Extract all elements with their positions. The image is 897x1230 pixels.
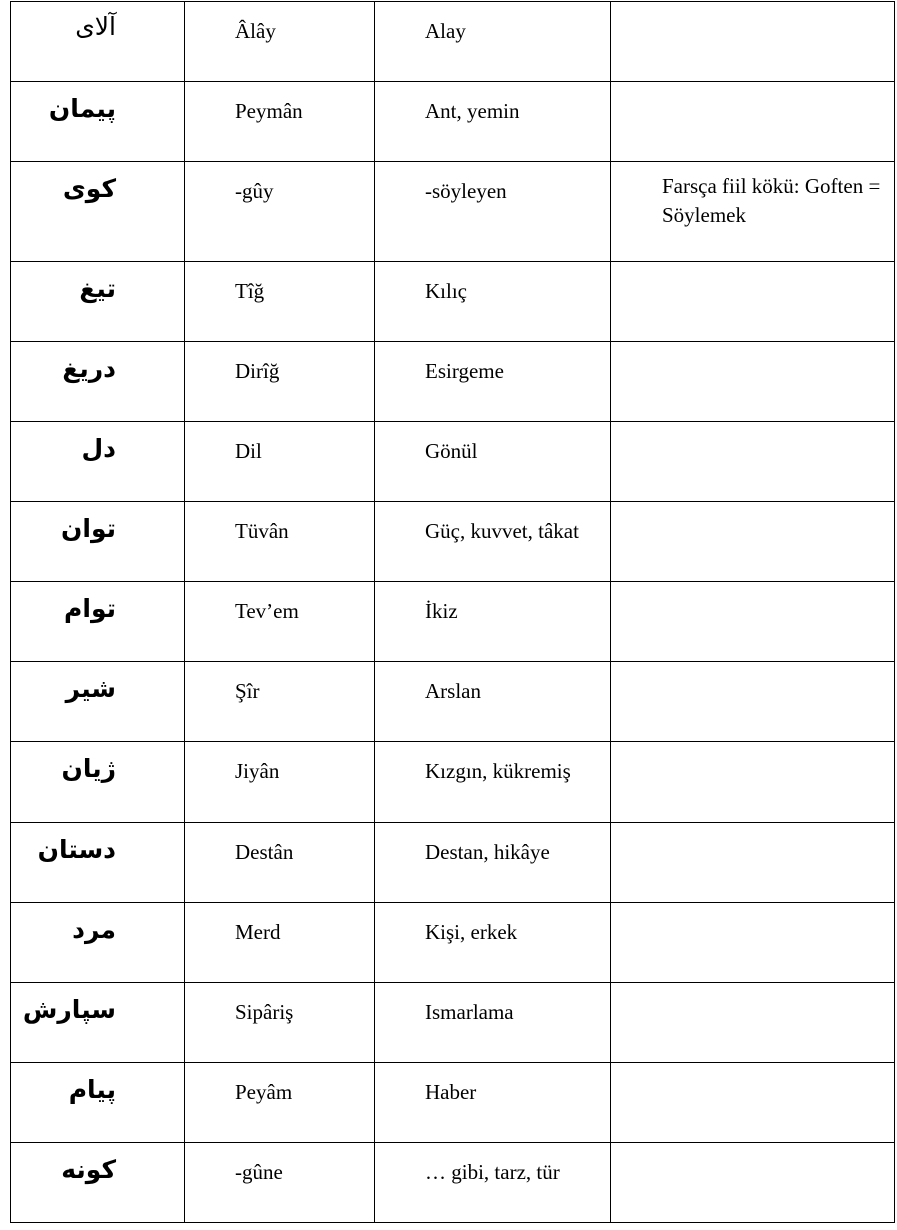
meaning-cell — [375, 983, 611, 1063]
meaning-text: Esirgeme — [425, 359, 504, 383]
note-cell — [611, 2, 895, 82]
note-cell — [611, 162, 895, 262]
meaning-text: İkiz — [425, 599, 458, 623]
meaning-cell — [375, 162, 611, 262]
meaning-text: Güç, kuvvet, tâkat — [425, 519, 579, 543]
vocabulary-table-body — [11, 2, 895, 1223]
persian-word-cell — [11, 582, 185, 662]
meaning-cell — [375, 823, 611, 903]
persian-word-text: مرد — [72, 915, 116, 944]
note-cell — [611, 82, 895, 162]
transliteration-cell — [185, 662, 375, 742]
transliteration-text: Dirîğ — [235, 359, 280, 383]
meaning-cell — [375, 502, 611, 582]
note-text — [611, 342, 894, 352]
table-row — [11, 502, 895, 582]
meaning-text: Kızgın, kükremiş — [425, 759, 571, 783]
note-cell — [611, 903, 895, 983]
meaning-cell — [375, 582, 611, 662]
table-row — [11, 82, 895, 162]
table-row — [11, 342, 895, 422]
note-text — [611, 903, 894, 913]
note-text — [611, 2, 894, 12]
meaning-cell — [375, 2, 611, 82]
table-row — [11, 823, 895, 903]
table-row — [11, 1143, 895, 1223]
table-row — [11, 422, 895, 502]
persian-word-text: دریغ — [62, 354, 116, 383]
vocabulary-table — [10, 1, 895, 1223]
note-text — [611, 983, 894, 993]
persian-word-cell — [11, 1143, 185, 1223]
persian-word-text: توان — [61, 514, 116, 543]
persian-word-cell — [11, 262, 185, 342]
note-text — [611, 262, 894, 272]
meaning-text: Alay — [425, 19, 466, 43]
transliteration-text: Şîr — [235, 679, 260, 703]
note-cell — [611, 342, 895, 422]
transliteration-text: Destân — [235, 840, 294, 864]
meaning-cell — [375, 742, 611, 823]
persian-word-cell — [11, 82, 185, 162]
meaning-cell — [375, 903, 611, 983]
persian-word-text: آلای — [75, 12, 116, 41]
transliteration-text: Jiyân — [235, 759, 280, 783]
transliteration-cell — [185, 422, 375, 502]
persian-word-cell — [11, 502, 185, 582]
persian-word-text: شیر — [65, 674, 116, 703]
note-cell — [611, 422, 895, 502]
table-row — [11, 662, 895, 742]
meaning-cell — [375, 342, 611, 422]
persian-word-cell — [11, 162, 185, 262]
note-cell — [611, 823, 895, 903]
persian-word-text: کونه — [61, 1155, 116, 1184]
persian-word-cell — [11, 1063, 185, 1143]
meaning-cell — [375, 82, 611, 162]
persian-word-text: کوی — [62, 174, 116, 203]
note-cell — [611, 582, 895, 662]
transliteration-cell — [185, 502, 375, 582]
note-text: Farsça fiil kökü: Goften = Söylemek — [662, 174, 881, 227]
table-row — [11, 262, 895, 342]
table-row — [11, 903, 895, 983]
note-cell — [611, 262, 895, 342]
table-row — [11, 162, 895, 262]
meaning-cell — [375, 262, 611, 342]
transliteration-cell — [185, 1063, 375, 1143]
meaning-text: Arslan — [425, 679, 481, 703]
meaning-text: Haber — [425, 1080, 477, 1104]
transliteration-cell — [185, 983, 375, 1063]
transliteration-text: Tev’em — [235, 599, 299, 623]
transliteration-text: Âlây — [235, 19, 276, 43]
note-cell — [611, 742, 895, 823]
note-text — [611, 422, 894, 432]
meaning-cell — [375, 662, 611, 742]
transliteration-cell — [185, 1143, 375, 1223]
persian-word-cell — [11, 742, 185, 823]
transliteration-text: Tîğ — [235, 279, 265, 303]
transliteration-cell — [185, 82, 375, 162]
meaning-text: … gibi, tarz, tür — [425, 1160, 560, 1184]
note-text — [611, 823, 894, 833]
note-cell — [611, 1063, 895, 1143]
transliteration-text: Peyâm — [235, 1080, 293, 1104]
note-text — [611, 582, 894, 592]
note-text — [611, 662, 894, 672]
meaning-text: Kılıç — [425, 279, 467, 303]
table-row — [11, 983, 895, 1063]
note-text — [611, 502, 894, 512]
note-cell — [611, 502, 895, 582]
transliteration-text: Peymân — [235, 99, 303, 123]
persian-word-cell — [11, 903, 185, 983]
meaning-text: Gönül — [425, 439, 478, 463]
persian-word-cell — [11, 422, 185, 502]
note-text — [611, 1143, 894, 1153]
table-row — [11, 582, 895, 662]
persian-word-text: پیام — [68, 1075, 116, 1104]
transliteration-text: Dil — [235, 439, 262, 463]
persian-word-text: توام — [64, 594, 116, 623]
note-cell — [611, 662, 895, 742]
note-cell — [611, 983, 895, 1063]
persian-word-cell — [11, 342, 185, 422]
transliteration-cell — [185, 903, 375, 983]
table-row — [11, 2, 895, 82]
transliteration-cell — [185, 262, 375, 342]
note-text — [611, 1063, 894, 1073]
transliteration-text: Sipâriş — [235, 1000, 294, 1024]
transliteration-text: Merd — [235, 920, 281, 944]
note-text — [611, 742, 894, 752]
meaning-text: Destan, hikâye — [425, 840, 550, 864]
meaning-text: -söyleyen — [425, 179, 507, 203]
persian-word-text: ژیان — [61, 754, 116, 783]
transliteration-cell — [185, 2, 375, 82]
persian-word-text: تیغ — [79, 274, 116, 303]
meaning-text: Kişi, erkek — [425, 920, 518, 944]
table-row — [11, 1063, 895, 1143]
transliteration-text: -gûy — [235, 179, 274, 203]
meaning-text: Ant, yemin — [425, 99, 520, 123]
meaning-text: Ismarlama — [425, 1000, 514, 1024]
persian-word-cell — [11, 823, 185, 903]
persian-word-text: دستان — [37, 835, 116, 864]
note-cell — [611, 1143, 895, 1223]
transliteration-text: Tüvân — [235, 519, 289, 543]
persian-word-cell — [11, 662, 185, 742]
transliteration-cell — [185, 742, 375, 823]
persian-word-text: سپارش — [22, 995, 116, 1024]
transliteration-cell — [185, 162, 375, 262]
transliteration-cell — [185, 582, 375, 662]
persian-word-cell — [11, 2, 185, 82]
meaning-cell — [375, 422, 611, 502]
persian-word-text: پیمان — [48, 94, 116, 123]
table-row — [11, 742, 895, 823]
meaning-cell — [375, 1143, 611, 1223]
meaning-cell — [375, 1063, 611, 1143]
note-text — [611, 82, 894, 92]
transliteration-text: -gûne — [235, 1160, 283, 1184]
transliteration-cell — [185, 823, 375, 903]
transliteration-cell — [185, 342, 375, 422]
persian-word-text: دل — [81, 434, 116, 463]
persian-word-cell — [11, 983, 185, 1063]
